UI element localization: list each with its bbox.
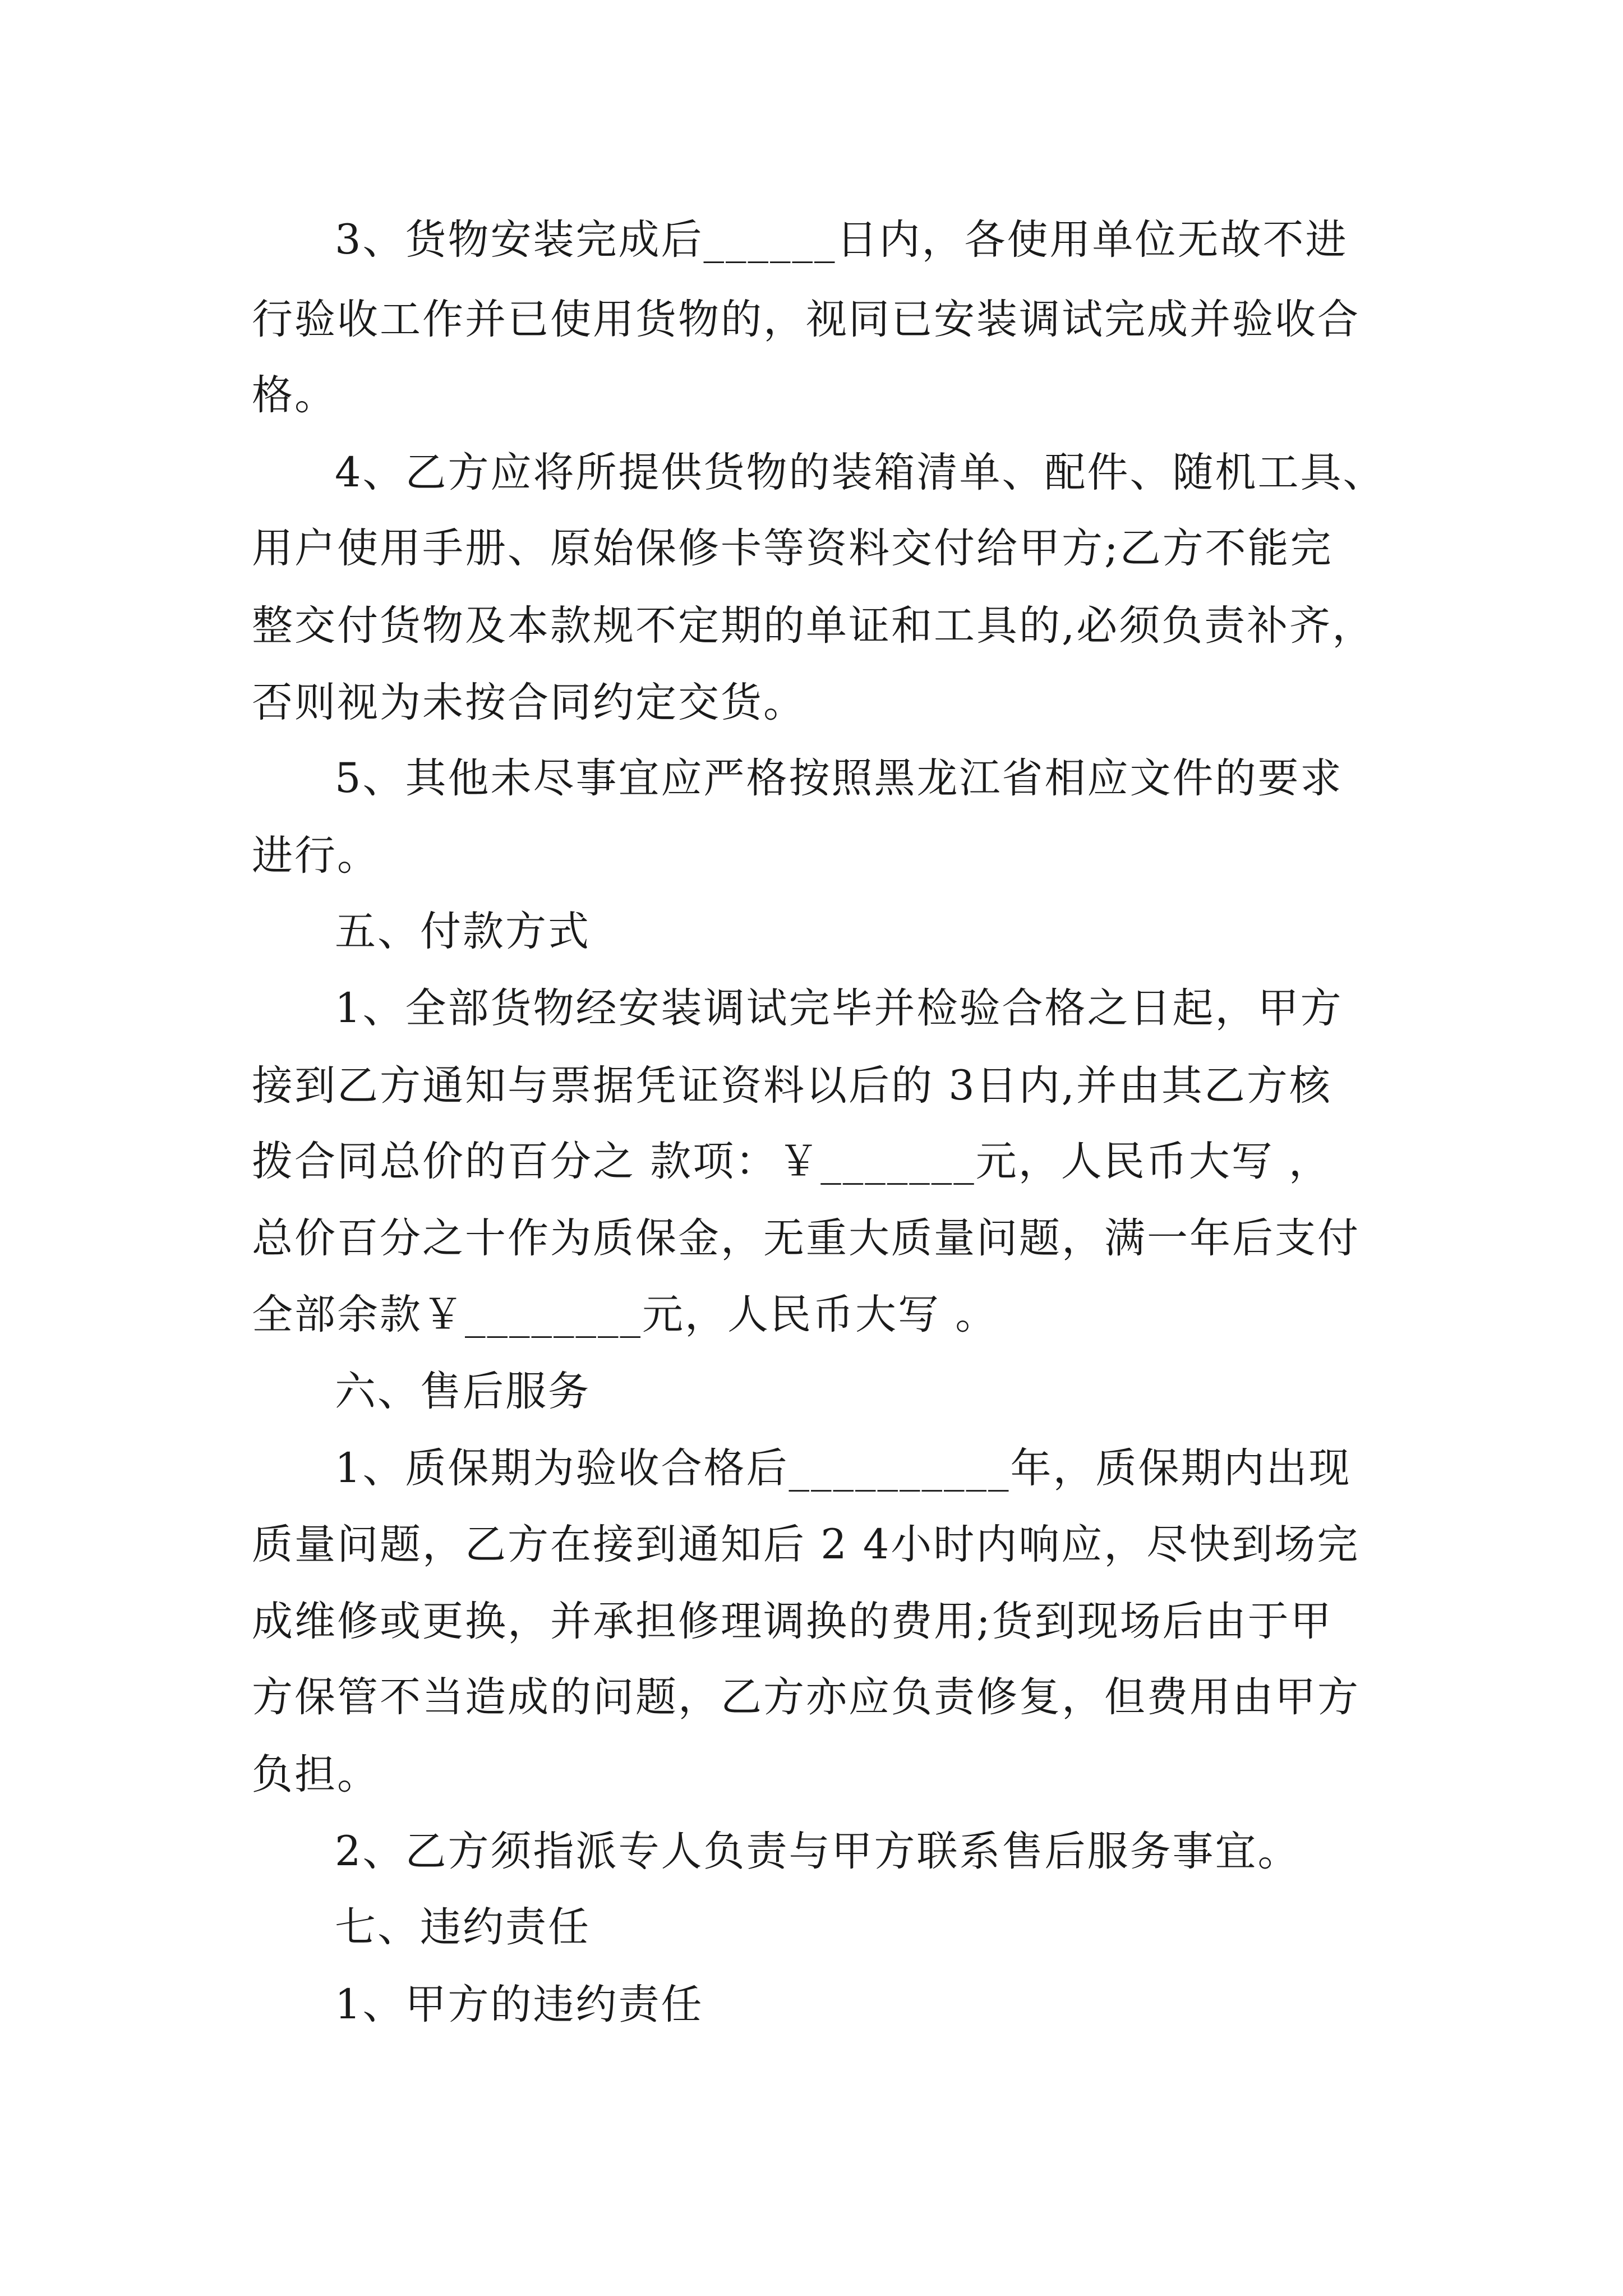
paragraph-line: 4、乙方应将所提供货物的装箱清单、配件、随机工具、 bbox=[335, 449, 1386, 496]
paragraph-line: 方保管不当造成的问题，乙方亦应负责修复，但费用由甲方 bbox=[252, 1673, 1360, 1721]
paragraph-line: 行验收工作并已使用货物的，视同已安装调试完成并验收合 bbox=[252, 296, 1360, 343]
section-heading: 七、违约责任 bbox=[335, 1903, 591, 1951]
paragraph-line: 1、甲方的违约责任 bbox=[335, 1981, 704, 2028]
paragraph-line: 进行。 bbox=[252, 832, 380, 880]
paragraph-line: 成维修或更换，并承担修理调换的费用;货到现场后由于甲 bbox=[252, 1598, 1333, 1645]
paragraph-line: 3、货物安装完成后______日内，各使用单位无故不进 bbox=[335, 216, 1348, 264]
paragraph-line: 质量问题，乙方在接到通知后 2 4小时内响应，尽快到场完 bbox=[252, 1521, 1360, 1568]
paragraph-line: 否则视为未按合同约定交货。 bbox=[252, 679, 806, 726]
section-heading: 五、付款方式 bbox=[335, 908, 591, 955]
paragraph-line: 格。 bbox=[252, 371, 337, 419]
paragraph-line: 用户使用手册、原始保修卡等资料交付给甲方;乙方不能完 bbox=[252, 524, 1333, 572]
paragraph-line: 1、质保期为验收合格后__________年，质保期内出现 bbox=[335, 1444, 1352, 1492]
paragraph-line: 全部余款￥________元，人民币大写 。 bbox=[252, 1291, 998, 1338]
paragraph-line: 负担。 bbox=[252, 1751, 380, 1798]
paragraph-line: 拨合同总价的百分之 款项：￥_______元，人民币大写 ， bbox=[252, 1138, 1331, 1185]
paragraph-line: 2、乙方须指派专人负责与甲方联系售后服务事宜。 bbox=[335, 1828, 1301, 1875]
paragraph-line: 1、全部货物经安装调试完毕并检验合格之日起，甲方 bbox=[335, 984, 1343, 1032]
paragraph-line: 接到乙方通知与票据凭证资料以后的 3日内,并由其乙方核 bbox=[252, 1062, 1332, 1110]
paragraph-line: 整交付货物及本款规不定期的单证和工具的,必须负责补齐， bbox=[252, 602, 1375, 650]
paragraph-line: 5、其他未尽事宜应严格按照黑龙江省相应文件的要求 bbox=[335, 754, 1343, 802]
section-heading: 六、售后服务 bbox=[335, 1368, 591, 1415]
paragraph-line: 总价百分之十作为质保金，无重大质量问题，满一年后支付 bbox=[252, 1214, 1360, 1262]
